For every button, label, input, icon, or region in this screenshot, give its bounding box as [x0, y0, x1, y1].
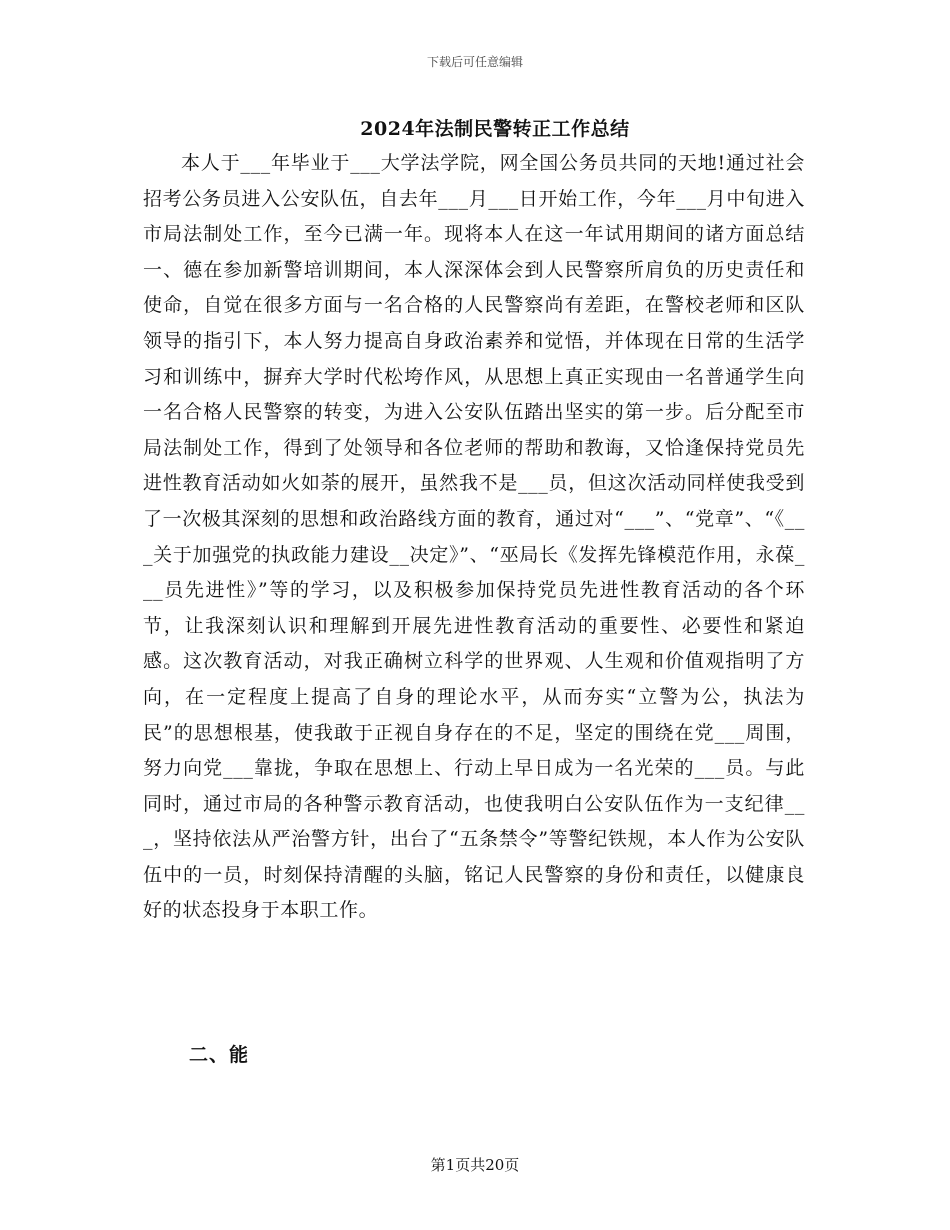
- section-heading: 二、能: [189, 1044, 250, 1066]
- document-title: 2024年法制民警转正工作总结: [360, 118, 630, 140]
- body-paragraph: 本人于___年毕业于___大学法学院，网全国公务员共同的天地!通过社会招考公务员进入公安队伍，自去年___月___日开始工作，今年___月中旬进入市局法制处工作，至今已满一年。现将本人在这一年试用期间的诸方面总结一、德在参加新警培训期间，本人深深体会到人民警察所肩负的历史责任和使命，自觉在很多方面与一名合格的人民警察尚有差距，在警校老师和区队领导的指引下，本人努力提高自身政治素养和觉悟，并体现在日常的生活学习和训练中，摒弃大学时代松垮作风，从思想上真正实现由一名普通学生向一名合格人民警察的转变，为进入公安队伍踏出坚实的第一步。后分配至市局法制处工作，得到了处领导和各位老师的帮助和教诲，又恰逢保持党员先进性教育活动如火如荼的展开，虽然我不是___员，但这次活动同样使我受到了一次极其深刻的思想和政治路线方面的教育，通过对“___”、“党章”、“《___关于加强党的执政能力建设__决定》”、“巫局长《发挥先锋模范作用，永葆___员先进性》”等的学习，以及积极参加保持党员先进性教育活动的各个环节，让我深刻认识和理解到开展先进性教育活动的重要性、必要性和紧迫感。这次教育活动，对我正确树立科学的世界观、人生观和价值观指明了方向，在一定程度上提高了自身的理论水平，从而夯实“立警为公，执法为民”的思想根基，使我敢于正视自身存在的不足，坚定的围绕在党___周围，努力向党___靠拢，争取在思想上、行动上早日成为一名光荣的___员。与此同时，通过市局的各种警示教育活动，也使我明白公安队伍作为一支纪律___，坚持依法从严治警方针，出台了“五条禁令”等警纪铁规，本人作为公安队伍中的一员，时刻保持清醒的头脑，铭记人民警察的身份和责任，以健康良好的状态投身于本职工作。: [143, 152, 805, 922]
- page-footer: 第1页共20页: [430, 1156, 520, 1174]
- header-note: 下载后可任意编辑: [426, 55, 523, 69]
